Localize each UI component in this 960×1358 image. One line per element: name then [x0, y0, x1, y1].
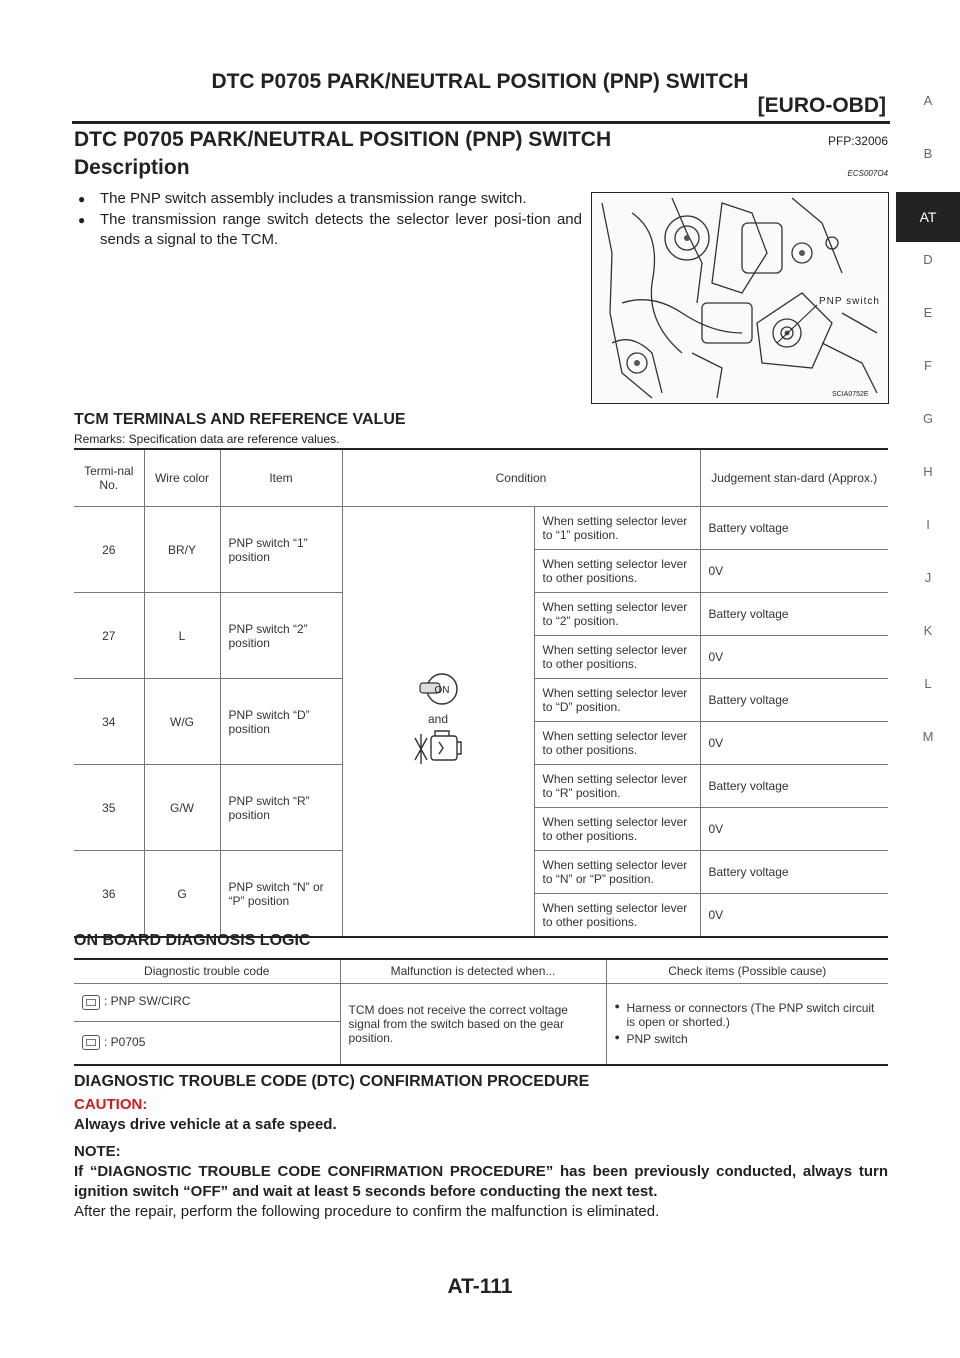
page-number: AT-111 — [447, 1275, 513, 1298]
dtc-gst-cell — [74, 1021, 340, 1065]
section-title: DTC P0705 PARK/NEUTRAL POSITION (PNP) SWITCH — [74, 128, 612, 151]
onboard-heading: ON BOARD DIAGNOSIS LOGIC — [74, 932, 311, 949]
page-header-subtitle: [EURO-OBD] — [757, 94, 886, 117]
judgement-value: 0V — [700, 808, 888, 851]
item-name: PNP switch “2” position — [220, 593, 342, 679]
judgement-value: Battery voltage — [700, 679, 888, 722]
condition-text: When setting selector lever to other positions. — [534, 550, 700, 593]
header-condition: Condition — [342, 449, 700, 507]
header-item: Item — [220, 449, 342, 507]
wire-color: G — [144, 851, 220, 938]
judgement-value: 0V — [700, 550, 888, 593]
terminal-number: 36 — [74, 851, 144, 938]
header-dtc: Diagnostic trouble code — [74, 959, 340, 983]
side-tab-j[interactable]: J — [924, 570, 932, 585]
gst-tool-icon — [82, 1035, 100, 1050]
description-code: ECS007O4 — [847, 169, 888, 178]
dtc-procedure-heading: DIAGNOSTIC TROUBLE CODE (DTC) CONFIRMATION PROCEDURE — [74, 1073, 590, 1090]
description-heading: Description — [74, 156, 190, 179]
wire-color: G/W — [144, 765, 220, 851]
note-text: If “DIAGNOSTIC TROUBLE CODE CONFIRMATION PROCEDURE” has been previously conducted, always turn ignition switch “OFF” and wait at least 5 seconds before conducting the next test. — [74, 1163, 888, 1200]
malfunction-text: TCM does not receive the correct voltage signal from the switch based on the gear position. — [340, 983, 606, 1065]
caution-label: CAUTION: — [74, 1096, 148, 1113]
pfp-code: PFP:32006 — [827, 134, 888, 148]
terminal-number: 34 — [74, 679, 144, 765]
dtc-consult-code: : PNP SW/CIRC — [104, 994, 191, 1009]
header-check-items: Check items (Possible cause) — [606, 959, 888, 983]
judgement-value: Battery voltage — [700, 507, 888, 550]
side-index-tabs — [896, 86, 960, 775]
tcm-remarks: Remarks: Specification data are reference values. — [74, 432, 340, 446]
side-tab-a[interactable]: A — [923, 93, 933, 108]
condition-text: When setting selector lever to “R” position. — [534, 765, 700, 808]
item-name: PNP switch “N” or “P” position — [220, 851, 342, 938]
header-judgement: Judgement stan-dard (Approx.) — [700, 449, 888, 507]
side-tab-f[interactable]: F — [924, 358, 932, 373]
item-name: PNP switch “D” position — [220, 679, 342, 765]
condition-text: When setting selector lever to other positions. — [534, 636, 700, 679]
condition-icons-cell — [342, 507, 534, 938]
condition-text: When setting selector lever to other positions. — [534, 722, 700, 765]
consult-tool-icon — [82, 995, 100, 1010]
condition-text: When setting selector lever to “2” position. — [534, 593, 700, 636]
side-tab-h[interactable]: H — [923, 464, 933, 479]
table-header-row — [74, 959, 888, 983]
side-tab-k[interactable]: K — [923, 623, 933, 638]
table-row — [74, 983, 888, 1021]
condition-text: When setting selector lever to “N” or “P” position. — [534, 851, 700, 894]
table-header-row — [74, 449, 888, 507]
dtc-consult-cell — [74, 983, 340, 1021]
side-tab-m[interactable]: M — [922, 729, 934, 744]
condition-text: When setting selector lever to “D” position. — [534, 679, 700, 722]
judgement-value: Battery voltage — [700, 765, 888, 808]
condition-text: When setting selector lever to other positions. — [534, 894, 700, 938]
svg-text:ON: ON — [434, 684, 450, 696]
side-tab-g[interactable]: G — [922, 411, 934, 426]
terminal-number: 27 — [74, 593, 144, 679]
header-malfunction: Malfunction is detected when... — [340, 959, 606, 983]
header-terminal: Termi-nal No. — [74, 449, 144, 507]
caution-text: Always drive vehicle at a safe speed. — [74, 1116, 337, 1133]
header-divider — [72, 121, 890, 124]
ignition-on-icon — [416, 669, 460, 709]
item-name: PNP switch “1” position — [220, 507, 342, 593]
judgement-value: 0V — [700, 722, 888, 765]
side-tab-l[interactable]: L — [924, 676, 932, 691]
after-repair-text: After the repair, perform the following procedure to confirm the malfunction is eliminated. — [74, 1203, 660, 1220]
wire-color: BR/Y — [144, 507, 220, 593]
condition-text: When setting selector lever to “1” position. — [534, 507, 700, 550]
onboard-diagnosis-table — [74, 958, 888, 1066]
terminal-number: 26 — [74, 507, 144, 593]
description-bullet: ● The transmission range switch detects the selector lever posi-tion and sends a signal to the TCM. — [74, 210, 582, 250]
side-tab-i[interactable]: I — [926, 517, 930, 532]
item-name: PNP switch “R” position — [220, 765, 342, 851]
header-wire-color: Wire color — [144, 449, 220, 507]
description-bullet: ● The PNP switch assembly includes a transmission range switch. — [74, 189, 582, 209]
condition-text: When setting selector lever to other positions. — [534, 808, 700, 851]
engine-running-icon — [413, 726, 463, 772]
judgement-value: 0V — [700, 894, 888, 938]
condition-and: and — [427, 711, 449, 726]
figure-id: SCIA0752E — [832, 391, 869, 398]
check-item: ● Harness or connectors (The PNP switch circuit is open or shorted.) — [615, 1001, 881, 1029]
check-item: ● PNP switch — [615, 1032, 881, 1046]
page-header-title: DTC P0705 PARK/NEUTRAL POSITION (PNP) SWITCH — [211, 70, 749, 93]
pnp-switch-label: PNP switch — [819, 296, 880, 307]
judgement-value: 0V — [700, 636, 888, 679]
tcm-heading: TCM TERMINALS AND REFERENCE VALUE — [74, 411, 406, 428]
terminal-number: 35 — [74, 765, 144, 851]
wire-color: L — [144, 593, 220, 679]
side-tab-at[interactable]: AT — [896, 192, 960, 242]
check-items-cell — [606, 983, 888, 1065]
tcm-terminal-table — [74, 448, 888, 938]
side-tab-b[interactable]: B — [923, 146, 933, 161]
description-bullets — [74, 189, 582, 251]
note-label: NOTE: — [74, 1143, 121, 1160]
side-tab-d[interactable]: D — [923, 252, 933, 267]
dtc-gst-code: : P0705 — [104, 1035, 146, 1050]
judgement-value: Battery voltage — [700, 851, 888, 894]
judgement-value: Battery voltage — [700, 593, 888, 636]
table-row — [74, 507, 888, 550]
wire-color: W/G — [144, 679, 220, 765]
side-tab-e[interactable]: E — [923, 305, 933, 320]
